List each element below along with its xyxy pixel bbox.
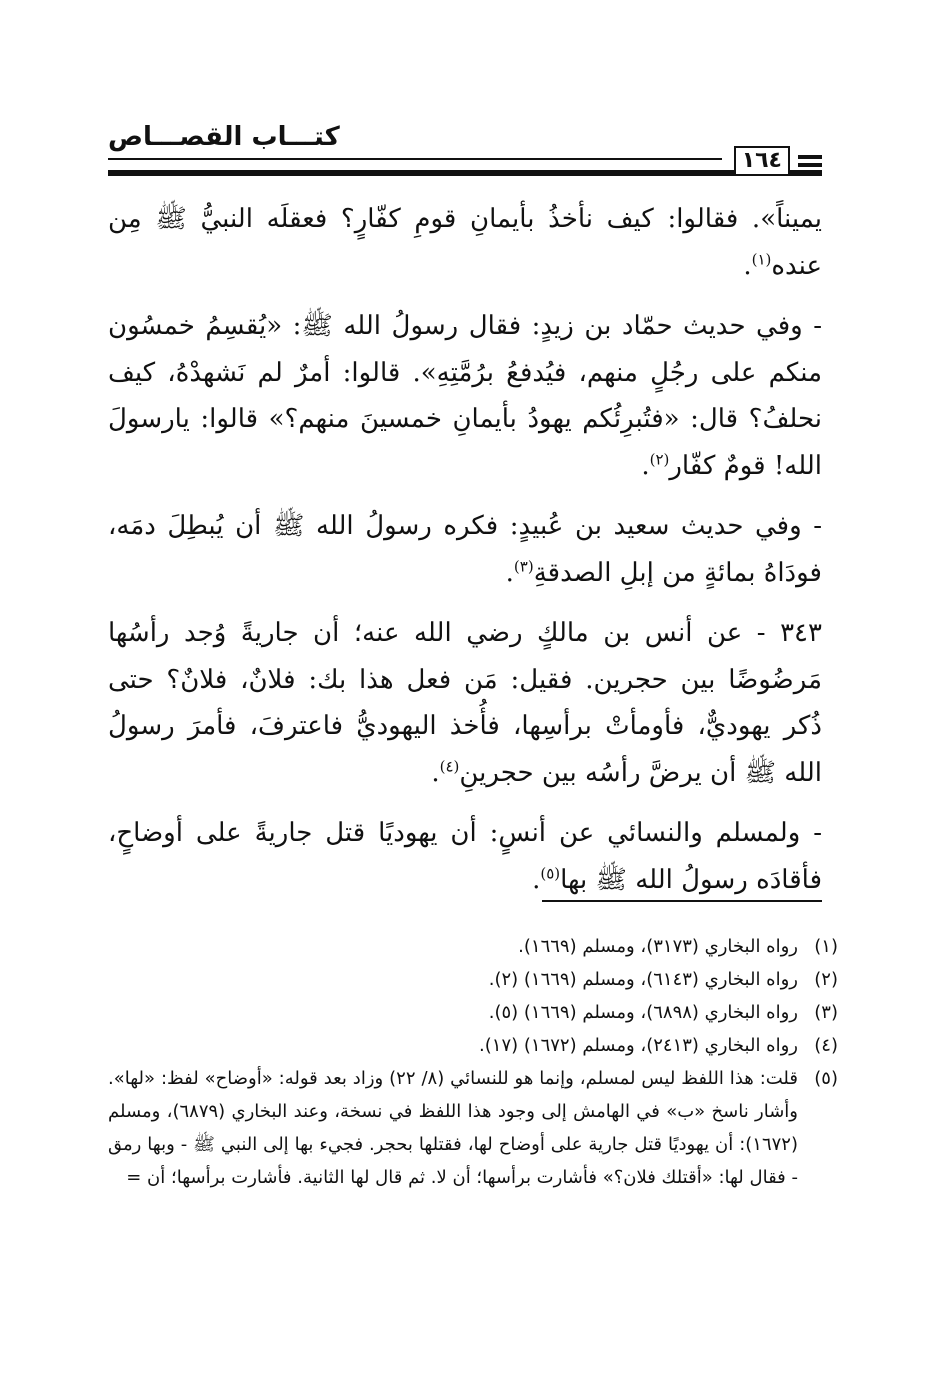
footnote-text: رواه البخاري (٢٤١٣)، ومسلم (١٦٧٢) (١٧).: [479, 1035, 798, 1056]
footnote-ref: (٥): [540, 863, 561, 882]
footnote-text: قلت: هذا اللفظ ليس لمسلم، وإنما هو للنسائي (٨/ ٢٢) وزاد بعد قوله: «أوضاح» لفظ: «لها». وأشار ناسخ «ب» في الهامش إلى وجود هذا اللفظ في نسخة، وعند البخاري (٦٨٧٩)، ومسلم (١٦٧٢): أن يهوديًا قتل جارية على أوضاح لها، فقتلها بحجر. فجيء بها إلى النبي ﷺ - وبها رمق - فقال لها: «أقتلك فلان؟» فأشارت برأسها؛ أن لا. ثم قال لها الثانية. فأشارت برأسها؛ أن =: [108, 1068, 798, 1188]
main-text: [108, 196, 822, 917]
book-title: كتـــاب القصـــاص: [108, 122, 340, 152]
footnote: [108, 930, 838, 963]
paragraph: - وفي حديث حمّاد بن زيدٍ: فقال رسولُ الله ﷺ: «يُقسِمُ خمسُون منكم على رجُلٍ منهم، فيُدفعُ برُمَّتِهِ». قالوا: أمرٌ لم نَشهدْهُ، كيف نحلفُ؟ قال: «فتُبرِئُكم يهودُ بأيمانِ خمسينَ منهم؟» قالوا: يارسولَ الله! قومٌ كفّار$^{(٢)}$.: [108, 311, 823, 481]
footnote-number: (٤): [814, 1035, 838, 1056]
footnote: [108, 1029, 838, 1062]
footnote-ref: (٢): [649, 449, 670, 468]
header-thin-rule: [108, 158, 722, 160]
footnote-number: (٣): [814, 1002, 838, 1023]
footnote-number: (٥): [814, 1068, 838, 1089]
footnotes: [108, 930, 838, 1194]
header-dash-lower: [798, 163, 822, 167]
paragraph: يميناً». فقالوا: كيف نأخذُ بأيمانِ قومِ كفّارٍ؟ فعقلَه النبيُّ ﷺ مِن عنده$^{(١)}$.: [108, 204, 822, 281]
footnote-number: (٢): [814, 969, 838, 990]
paragraph: - وفي حديث سعيد بن عُبيدٍ: فكره رسولُ الله ﷺ أن يُبطِلَ دمَه، فودَاهُ بمائةٍ من إبلِ الصدقةِ$^{(٣)}$.: [108, 511, 822, 588]
footnote-number: (١): [814, 936, 838, 957]
footnote: [108, 1062, 838, 1194]
footnote: [108, 963, 838, 996]
footnote: [108, 996, 838, 1029]
footnote-ref: (٣): [513, 556, 534, 575]
header-dash: [798, 155, 822, 159]
footnote-text: رواه البخاري (٣١٧٣)، ومسلم (١٦٦٩).: [518, 936, 798, 957]
footnote-text: رواه البخاري (٦٨٩٨)، ومسلم (١٦٦٩) (٥).: [488, 1002, 798, 1023]
paragraph: - ولمسلم والنسائي عن أنسٍ: أن يهوديًا قتل جاريةً على أوضاحٍ، فأقادَه رسولُ الله ﷺ بها$^{(٥)}$.: [108, 818, 822, 895]
page-number: ١٦٤: [734, 146, 790, 176]
footnote-ref: (١): [751, 249, 772, 268]
footnote-ref: (٤): [439, 756, 460, 775]
hadith-paragraph: ٣٤٣ - عن أنس بن مالكٍ رضي الله عنه؛ أن جاريةً وُجد رأسُها مَرضُوضًا بين حجرين. فقيل: مَن فعل هذا بك: فلانٌ، فلانٌ؟ حتى ذُكر يهوديٌّ، فأومأتْ برأسِها، فأُخذ اليهوديُّ فاعترفَ، فأمرَ رسولُ الله ﷺ أن يرضَّ رأسُه بين حجرينِ$^{(٤)}$.: [108, 618, 822, 788]
page-header: [108, 122, 822, 182]
header-thick-rule: [108, 170, 822, 176]
footnote-text: رواه البخاري (٦١٤٣)، ومسلم (١٦٦٩) (٢).: [488, 969, 798, 990]
footnote-separator: [542, 900, 822, 902]
